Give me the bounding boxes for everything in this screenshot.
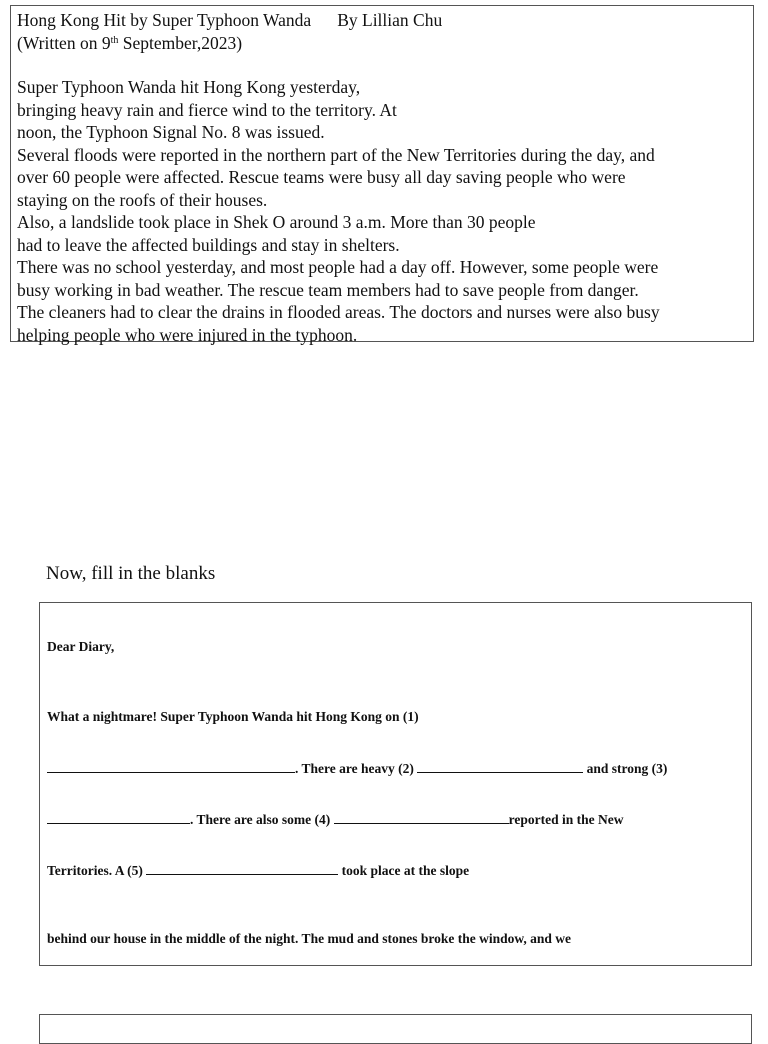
- diary-text: took place at the slope: [338, 863, 470, 878]
- article-line: staying on the roofs of their houses.: [17, 189, 268, 210]
- article-line: bringing heavy rain and fierce wind to the territory. At: [17, 99, 397, 120]
- blank-5[interactable]: [146, 861, 338, 875]
- diary-box: [39, 602, 752, 966]
- blank-3[interactable]: [47, 810, 190, 824]
- article-line: noon, the Typhoon Signal No. 8 was issued.: [17, 122, 325, 142]
- diary-line-2: [47, 759, 667, 777]
- written-date-suffix: September,2023): [118, 32, 243, 53]
- article-line: Several floods were reported in the northern part of the New Territories during the day, and: [17, 144, 655, 165]
- diary-text: Territories. A (5): [47, 863, 147, 878]
- diary-line-1: What a nightmare! Super Typhoon Wanda hit Hong Kong on (1): [47, 709, 419, 724]
- article-line: Also, a landslide took place in Shek O around 3 a.m. More than 30 people: [17, 212, 536, 232]
- article-box: [10, 5, 754, 345]
- diary-text: . There are also some (4): [190, 812, 334, 827]
- article-line: over 60 people were affected. Rescue teams were busy all day saving people who were: [17, 167, 626, 187]
- blank-2[interactable]: [417, 759, 583, 773]
- diary-text: and strong (3): [583, 761, 668, 776]
- diary-text: . There are heavy (2): [295, 761, 418, 776]
- fill-in-instruction: Now, fill in the blanks: [46, 563, 216, 584]
- diary-line-5: behind our house in the middle of the night. The mud and stones broke the window, and we: [47, 931, 572, 946]
- article-line: The cleaners had to clear the drains in flooded areas. The doctors and nurses were also busy: [17, 302, 660, 322]
- article-line: Super Typhoon Wanda hit Hong Kong yesterday,: [17, 77, 361, 97]
- article-written-date: [17, 32, 747, 55]
- article-title: Hong Kong Hit by Super Typhoon Wanda: [17, 10, 312, 30]
- article-line: There was no school yesterday, and most people had a day off. However, some people were: [17, 257, 659, 277]
- diary-line-3: [47, 810, 623, 828]
- blank-1[interactable]: [47, 759, 295, 773]
- blank-4[interactable]: [334, 810, 509, 824]
- article-line: helping people who were injured in the typhoon.: [17, 324, 358, 345]
- diary-line-4: [47, 861, 469, 879]
- diary-text: reported in the New: [508, 812, 624, 827]
- article-header: [17, 9, 747, 32]
- written-date-superscript: th: [110, 34, 119, 46]
- diary-greeting: Dear Diary,: [47, 639, 115, 654]
- written-date-prefix: (Written on 9: [17, 32, 111, 53]
- article-line: had to leave the affected buildings and stay in shelters.: [17, 234, 400, 255]
- article-line: busy working in bad weather. The rescue team members had to save people from danger.: [17, 279, 639, 300]
- next-section-box: [39, 1014, 752, 1044]
- article-byline: By Lillian Chu: [337, 10, 443, 30]
- paragraph-gap: [17, 54, 747, 76]
